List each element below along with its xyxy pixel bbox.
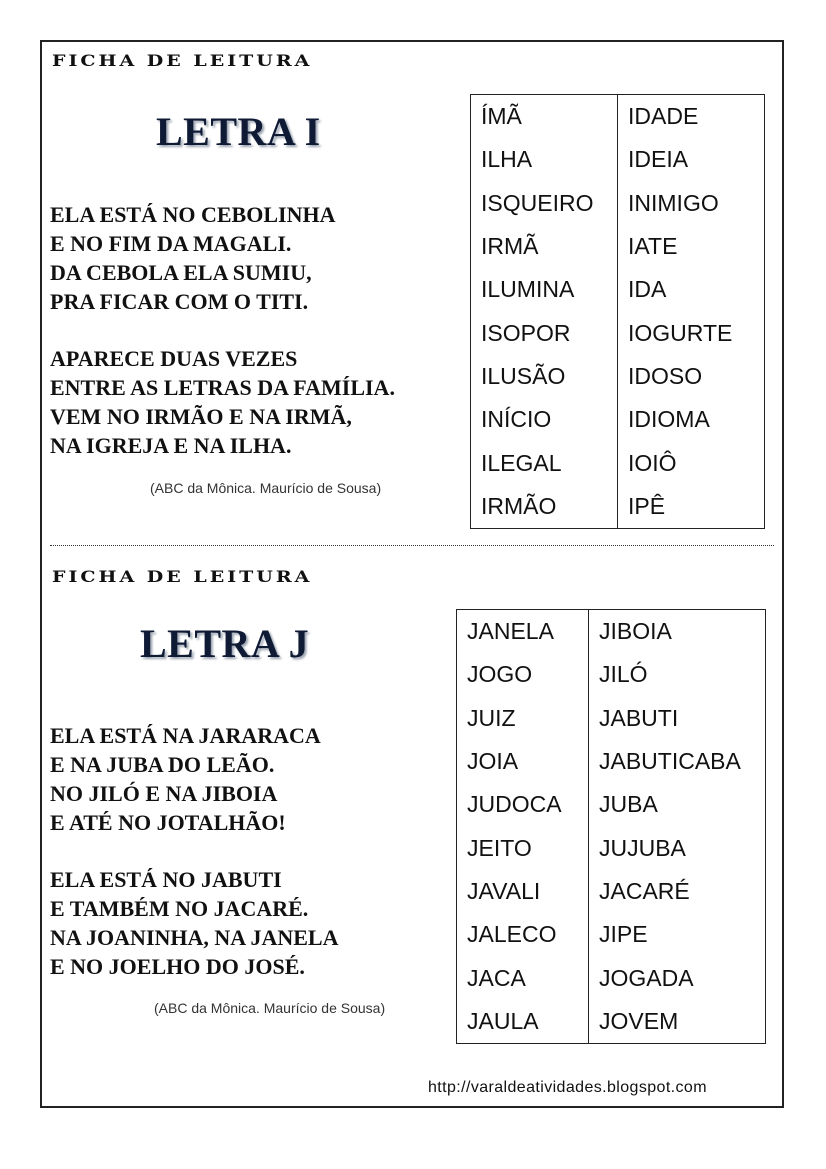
footer-url[interactable]: http://varaldeatividades.blogspot.com xyxy=(428,1079,707,1096)
word-cell-left: INÍCIO xyxy=(471,398,618,441)
word-row xyxy=(457,610,766,654)
poem-j-line: ELA ESTÁ NO JABUTI xyxy=(50,867,282,892)
word-cell-right: JUBA xyxy=(589,783,766,826)
word-row xyxy=(471,138,765,181)
poem-i-line: E NO FIM DA MAGALI. xyxy=(50,231,292,256)
poem-j-line: ELA ESTÁ NA JARARACA xyxy=(50,723,321,748)
poem-j-line: E TAMBÉM NO JACARÉ. xyxy=(50,896,309,921)
word-cell-right: IDIOMA xyxy=(618,398,765,441)
word-row xyxy=(471,311,765,354)
word-cell-right: JUJUBA xyxy=(589,826,766,869)
poem-i-line: ENTRE AS LETRAS DA FAMÍLIA. xyxy=(50,375,395,400)
word-row xyxy=(457,697,766,740)
poem-j-line: NA JOANINHA, NA JANELA xyxy=(50,925,339,950)
word-row xyxy=(471,398,765,441)
word-row xyxy=(457,913,766,956)
poem-i-line: APARECE DUAS VEZES xyxy=(50,346,298,371)
word-cell-right: JOVEM xyxy=(589,1000,766,1044)
word-cell-left: IRMÃ xyxy=(471,225,618,268)
word-cell-right: IDADE xyxy=(618,95,765,139)
word-cell-right: JIPE xyxy=(589,913,766,956)
ficha-header-i: FICHA DE LEITURA xyxy=(52,52,313,71)
word-cell-right: IATE xyxy=(618,225,765,268)
word-cell-right: IDA xyxy=(618,268,765,311)
word-cell-left: JUDOCA xyxy=(457,783,589,826)
ficha-header-j: FICHA DE LEITURA xyxy=(52,568,313,587)
poem-i-line: VEM NO IRMÃO E NA IRMÃ, xyxy=(50,404,352,429)
poem-j-line: E ATÉ NO JOTALHÃO! xyxy=(50,810,286,835)
word-row xyxy=(471,268,765,311)
word-cell-right: JIBOIA xyxy=(589,610,766,654)
word-cell-left: JALECO xyxy=(457,913,589,956)
letter-j-title: LETRA J xyxy=(140,621,310,666)
word-table-i xyxy=(470,94,765,529)
word-cell-left: JOIA xyxy=(457,740,589,783)
word-cell-left: ILUMINA xyxy=(471,268,618,311)
word-cell-left: JAULA xyxy=(457,1000,589,1044)
poem-j xyxy=(50,721,338,981)
word-row xyxy=(471,225,765,268)
word-cell-right: JABUTI xyxy=(589,697,766,740)
word-row xyxy=(457,653,766,696)
word-cell-left: JEITO xyxy=(457,826,589,869)
word-cell-right: IDEIA xyxy=(618,138,765,181)
word-row xyxy=(457,740,766,783)
word-table-j xyxy=(456,609,766,1044)
word-cell-left: JUIZ xyxy=(457,697,589,740)
poem-i-line: DA CEBOLA ELA SUMIU, xyxy=(50,260,312,285)
word-cell-right: IDOSO xyxy=(618,355,765,398)
word-cell-left: IRMÃO xyxy=(471,485,618,529)
letter-i-title: LETRA I xyxy=(156,109,321,154)
word-cell-left: ISOPOR xyxy=(471,311,618,354)
poem-i-line: NA IGREJA E NA ILHA. xyxy=(50,433,292,458)
word-row xyxy=(471,441,765,484)
word-cell-right: JACARÉ xyxy=(589,870,766,913)
word-cell-right: JOGADA xyxy=(589,956,766,999)
poem-j-line: E NA JUBA DO LEÃO. xyxy=(50,752,275,777)
word-row xyxy=(471,95,765,139)
word-cell-right: IOIÔ xyxy=(618,441,765,484)
poem-j-line: E NO JOELHO DO JOSÉ. xyxy=(50,954,305,979)
poem-i-line: PRA FICAR COM O TITI. xyxy=(50,289,309,314)
word-row xyxy=(457,870,766,913)
word-cell-left: ILHA xyxy=(471,138,618,181)
divider-line xyxy=(50,545,774,546)
poem-i-line: ELA ESTÁ NO CEBOLINHA xyxy=(50,202,336,227)
word-cell-left: ILEGAL xyxy=(471,441,618,484)
poem-i xyxy=(50,200,395,460)
source-citation-j: (ABC da Mônica. Maurício de Sousa) xyxy=(154,1000,386,1016)
word-row xyxy=(457,956,766,999)
word-row xyxy=(471,355,765,398)
word-cell-left: ÍMÃ xyxy=(471,95,618,139)
word-row xyxy=(471,182,765,225)
word-cell-right: JILÓ xyxy=(589,653,766,696)
word-cell-left: JANELA xyxy=(457,610,589,654)
word-cell-left: JAVALI xyxy=(457,870,589,913)
word-row xyxy=(457,826,766,869)
word-cell-right: IPÊ xyxy=(618,485,765,529)
word-cell-left: JOGO xyxy=(457,653,589,696)
word-cell-right: JABUTICABA xyxy=(589,740,766,783)
word-row xyxy=(457,783,766,826)
word-cell-left: JACA xyxy=(457,956,589,999)
word-cell-right: IOGURTE xyxy=(618,311,765,354)
word-row xyxy=(471,485,765,529)
word-row xyxy=(457,1000,766,1044)
poem-j-line: NO JILÓ E NA JIBOIA xyxy=(50,781,278,806)
word-cell-left: ISQUEIRO xyxy=(471,182,618,225)
source-citation-i: (ABC da Mônica. Maurício de Sousa) xyxy=(150,480,382,496)
word-cell-left: ILUSÃO xyxy=(471,355,618,398)
word-cell-right: INIMIGO xyxy=(618,182,765,225)
